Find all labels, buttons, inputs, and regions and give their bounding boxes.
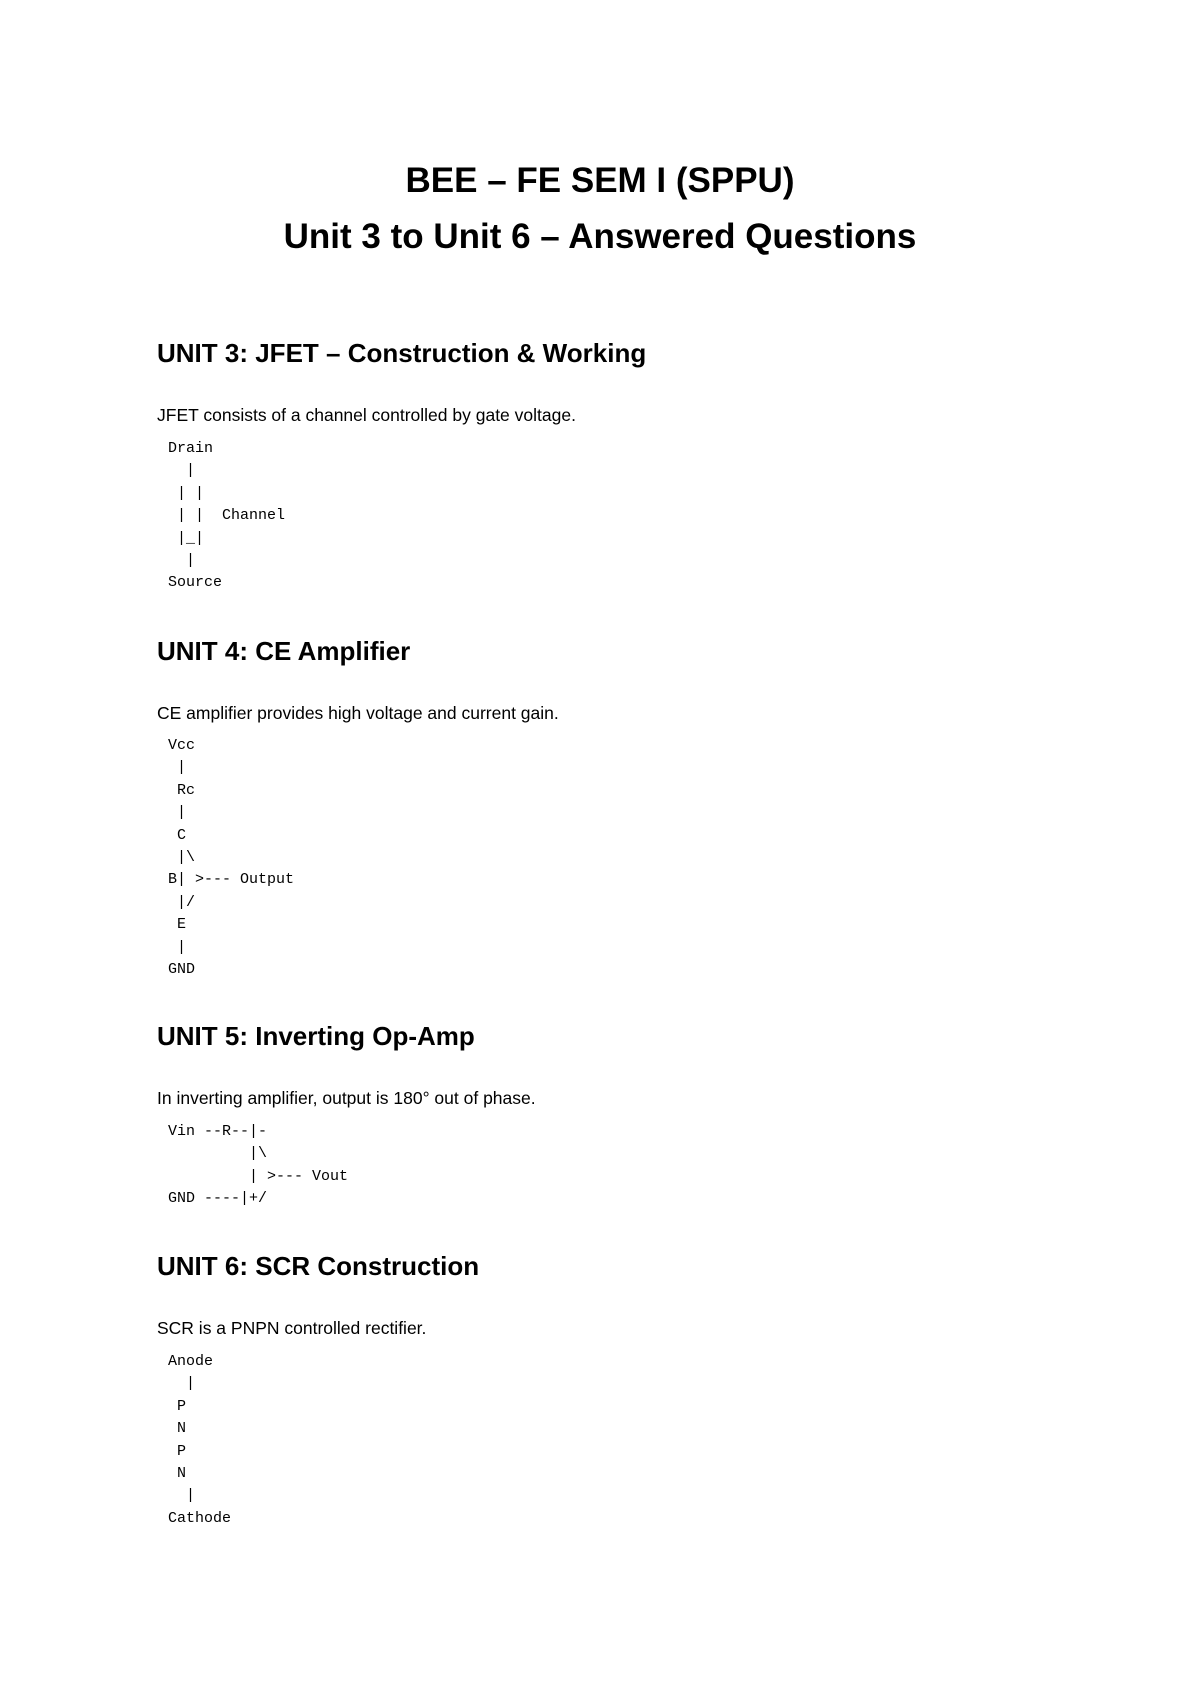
section-text-unit-5: In inverting amplifier, output is 180° out of phase.	[157, 1088, 536, 1108]
section-text-unit-4: CE amplifier provides high voltage and current gain.	[157, 703, 559, 723]
section-heading-unit-6: UNIT 6: SCR Construction	[157, 1251, 480, 1281]
section-heading-unit-3: UNIT 3: JFET – Construction & Working	[157, 338, 647, 368]
document-title: BEE – FE SEM I (SPPU)	[405, 161, 795, 200]
section-heading-unit-5: UNIT 5: Inverting Op-Amp	[157, 1021, 475, 1051]
section-text-unit-6: SCR is a PNPN controlled rectifier.	[157, 1318, 427, 1338]
section-text-unit-3: JFET consists of a channel controlled by gate voltage.	[157, 405, 576, 425]
document-subtitle: Unit 3 to Unit 6 – Answered Questions	[283, 217, 917, 256]
scr-diagram: Anode | P N P N | Cathode	[168, 1353, 232, 1527]
section-heading-unit-4: UNIT 4: CE Amplifier	[157, 636, 411, 666]
ce-amplifier-diagram: Vcc | Rc | C |\ B| >--- Output |/ E | GND	[168, 737, 295, 979]
jfet-diagram: Drain | | | | | Channel |_| | Source	[168, 440, 286, 592]
inverting-opamp-diagram: Vin --R--|- |\ | >--- Vout GND ----|+/	[168, 1123, 349, 1208]
